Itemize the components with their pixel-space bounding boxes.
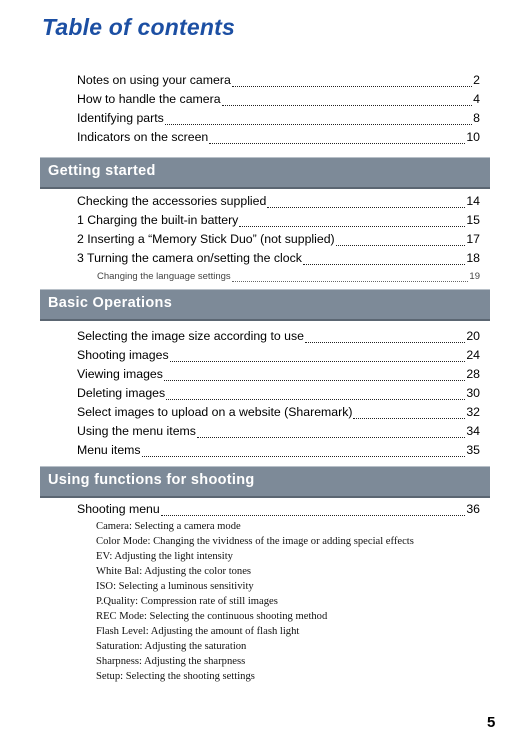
toc-note: Camera: Selecting a camera mode bbox=[96, 521, 241, 532]
toc-entry[interactable] bbox=[77, 128, 480, 147]
toc-entry[interactable] bbox=[77, 211, 480, 230]
toc-note: EV: Adjusting the light intensity bbox=[96, 551, 233, 562]
toc-note: P.Quality: Compression rate of still images bbox=[96, 596, 278, 607]
toc-entry[interactable] bbox=[77, 346, 480, 365]
toc-entry-page: 32 bbox=[466, 405, 480, 419]
toc-entry-label: Shooting menu bbox=[77, 502, 160, 516]
toc-entry-page: 4 bbox=[473, 92, 480, 106]
toc-entry-page: 35 bbox=[466, 443, 480, 457]
toc-note: REC Mode: Selecting the continuous shooting method bbox=[96, 611, 328, 622]
toc-entry-label: Deleting images bbox=[77, 386, 166, 400]
toc-entry-label: 2 Inserting a “Memory Stick Duo” (not supplied) bbox=[77, 232, 335, 246]
toc-entry-label: How to handle the camera bbox=[77, 92, 221, 106]
toc-entry[interactable] bbox=[77, 441, 480, 460]
toc-entry-page: 14 bbox=[466, 194, 480, 208]
toc-entry-label: Identifying parts bbox=[77, 111, 164, 125]
toc-entry-page: 34 bbox=[466, 424, 480, 438]
toc-entry[interactable] bbox=[77, 422, 480, 441]
section-heading: Using functions for shooting bbox=[48, 472, 255, 488]
toc-entry-page: 24 bbox=[466, 348, 480, 362]
toc-subentry[interactable] bbox=[77, 268, 480, 285]
toc-note: ISO: Selecting a luminous sensitivity bbox=[96, 581, 254, 592]
toc-basic-operations-list bbox=[77, 327, 480, 460]
toc-entry[interactable] bbox=[77, 403, 480, 422]
toc-entry[interactable] bbox=[77, 71, 480, 90]
section-heading: Basic Operations bbox=[48, 295, 173, 311]
toc-entry[interactable] bbox=[77, 365, 480, 384]
toc-entry-label: Viewing images bbox=[77, 367, 163, 381]
toc-entry-label: Menu items bbox=[77, 443, 141, 457]
toc-entry-page: 28 bbox=[466, 367, 480, 381]
toc-entry-page: 2 bbox=[473, 73, 480, 87]
toc-getting-started-list bbox=[77, 192, 480, 285]
toc-note: Saturation: Adjusting the saturation bbox=[96, 641, 247, 652]
toc-entry-label: Using the menu items bbox=[77, 424, 196, 438]
toc-entry-label: Changing the language settings bbox=[97, 271, 231, 282]
toc-entry-label: Checking the accessories supplied bbox=[77, 194, 267, 208]
toc-entry-page: 10 bbox=[466, 130, 480, 144]
page-number: 5 bbox=[487, 714, 496, 731]
section-heading: Getting started bbox=[48, 163, 156, 179]
toc-entry[interactable] bbox=[77, 109, 480, 128]
toc-entry-page: 18 bbox=[466, 251, 480, 265]
toc-entry-page: 30 bbox=[466, 386, 480, 400]
toc-note: Setup: Selecting the shooting settings bbox=[96, 671, 255, 682]
toc-entry-label: Shooting images bbox=[77, 348, 169, 362]
section-header-getting-started bbox=[40, 157, 490, 189]
toc-entry[interactable] bbox=[77, 327, 480, 346]
toc-entry-page: 36 bbox=[466, 502, 480, 516]
toc-entry-page: 19 bbox=[469, 271, 480, 282]
toc-entry-page: 17 bbox=[466, 232, 480, 246]
toc-entry-label: Selecting the image size according to use bbox=[77, 329, 304, 343]
section-header-using-functions-for-shooting bbox=[40, 466, 490, 498]
section-header-basic-operations bbox=[40, 289, 490, 321]
toc-entry[interactable] bbox=[77, 249, 480, 268]
toc-entry-label: Indicators on the screen bbox=[77, 130, 209, 144]
toc-entry-label: Select images to upload on a website (Sharemark) bbox=[77, 405, 353, 419]
toc-note: Flash Level: Adjusting the amount of flash light bbox=[96, 626, 300, 637]
toc-entry-label: 3 Turning the camera on/setting the clock bbox=[77, 251, 302, 265]
toc-entry[interactable] bbox=[77, 384, 480, 403]
toc-entry[interactable] bbox=[77, 192, 480, 211]
toc-entry-page: 8 bbox=[473, 111, 480, 125]
toc-note: Sharpness: Adjusting the sharpness bbox=[96, 656, 246, 667]
toc-entry[interactable] bbox=[77, 230, 480, 249]
toc-intro-list bbox=[77, 71, 480, 147]
toc-note: White Bal: Adjusting the color tones bbox=[96, 566, 252, 577]
toc-entry[interactable] bbox=[77, 90, 480, 109]
page-title: Table of contents bbox=[42, 14, 235, 40]
toc-entry-label: Notes on using your camera bbox=[77, 73, 231, 87]
toc-entry-page: 15 bbox=[466, 213, 480, 227]
toc-shooting-list bbox=[77, 500, 480, 684]
toc-entry-page: 20 bbox=[466, 329, 480, 343]
toc-entry-label: 1 Charging the built-in battery bbox=[77, 213, 239, 227]
toc-note: Color Mode: Changing the vividness of the image or adding special effects bbox=[96, 536, 414, 547]
toc-entry[interactable] bbox=[77, 500, 480, 519]
